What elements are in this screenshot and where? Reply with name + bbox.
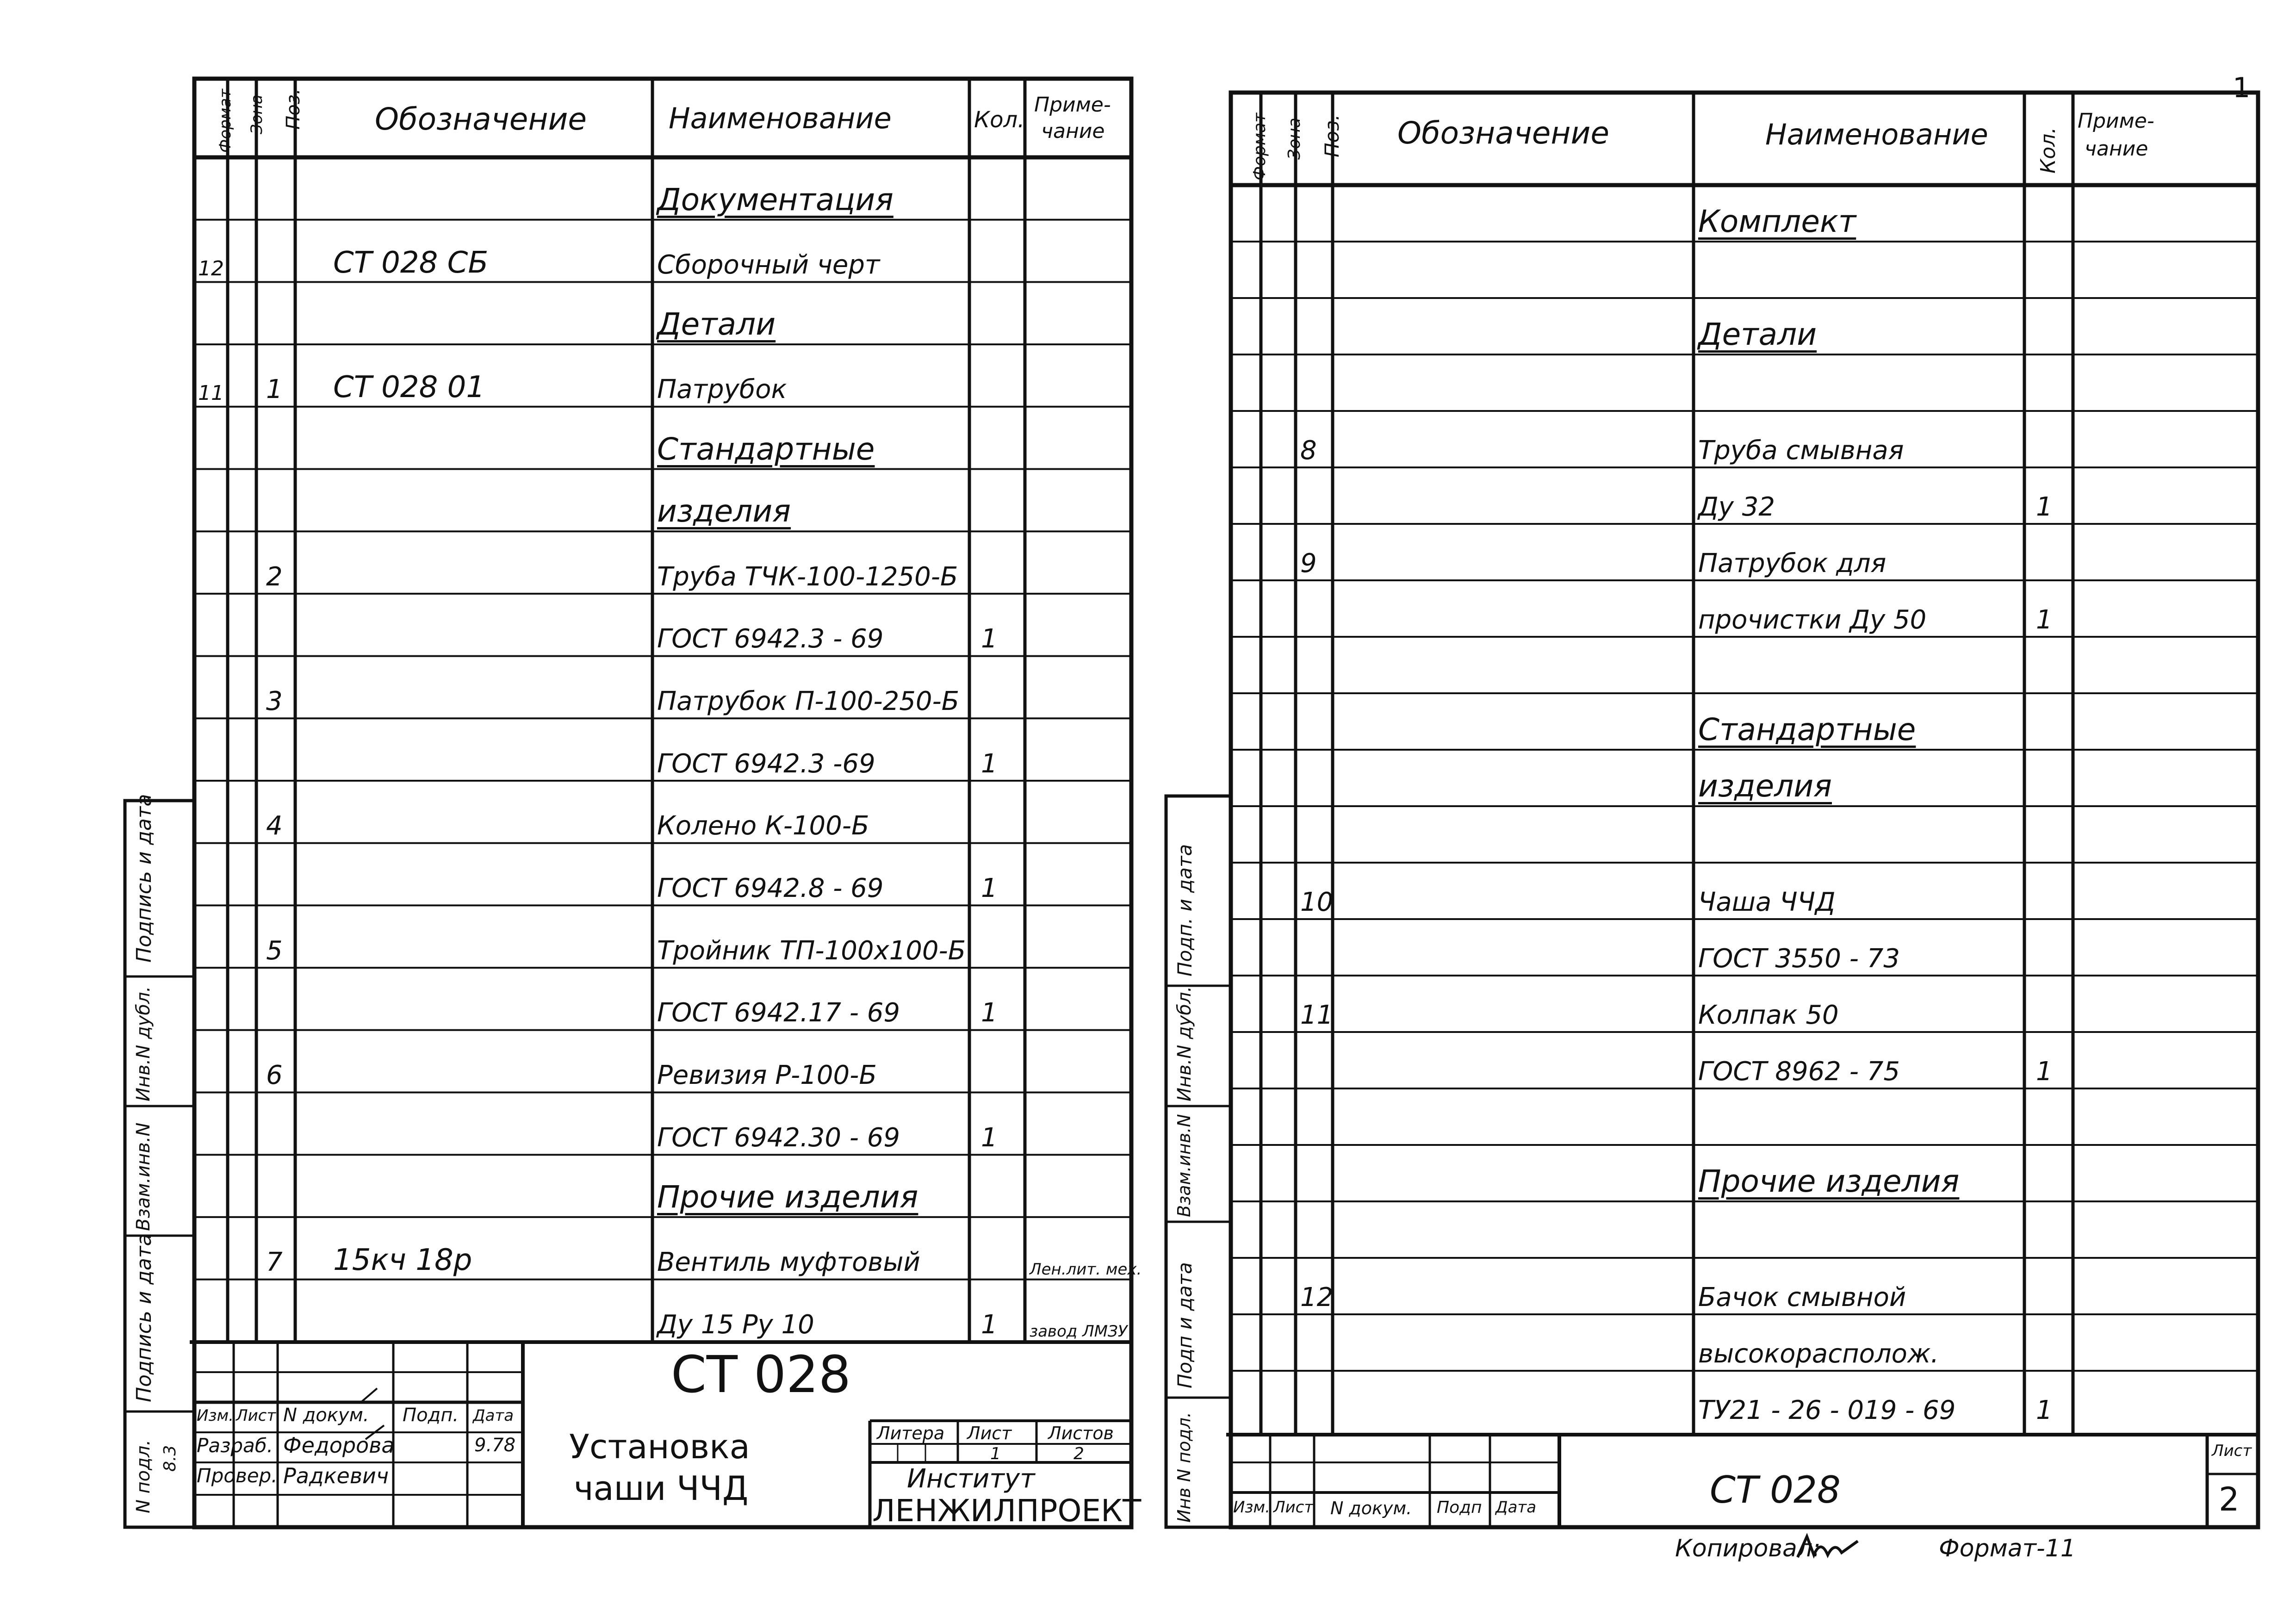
row-name: ГОСТ 6942.8 - 69	[657, 873, 884, 903]
section-heading: Комплект	[1698, 204, 1856, 240]
side-label-1: Подпись и дата	[132, 794, 156, 963]
sheets-label: Листов	[1048, 1423, 1114, 1443]
col-izm: Изм.	[1233, 1498, 1270, 1517]
header-pos: Поз.	[1321, 114, 1343, 157]
sheets-total: 2	[1074, 1444, 1084, 1463]
row-position: 4	[266, 811, 283, 841]
row-name: Ду 15 Ру 10	[657, 1309, 814, 1340]
sheet-label: Лист	[2212, 1442, 2252, 1460]
side-label-3: Взам.инв.N	[1174, 1114, 1194, 1217]
right-sheet-grid	[1148, 0, 2296, 1623]
header-qty: Кол.	[974, 107, 1025, 133]
right-doc-code: СТ 028	[1710, 1468, 1841, 1511]
row-position: 1	[266, 374, 283, 405]
col-list: Лист	[1273, 1498, 1314, 1517]
row-designation: СТ 028 СБ	[333, 245, 489, 280]
row-designation: 15кч 18р	[333, 1243, 472, 1277]
header-designation: Обозначение	[1397, 115, 1609, 151]
side-label-5: N подл.	[133, 1439, 154, 1513]
row-name: Колено К-100-Б	[657, 811, 869, 841]
header-name: Наименование	[669, 101, 892, 135]
row-name: Труба ТЧК-100-1250-Б	[657, 561, 958, 592]
institute-label: Институт	[907, 1464, 1035, 1494]
row-name: ГОСТ 6942.17 - 69	[657, 998, 900, 1028]
row-position: 8	[1300, 435, 1317, 466]
header-name: Наименование	[1765, 118, 1988, 151]
header-format: Формат	[1250, 112, 1269, 180]
row-name: Труба смывная	[1698, 435, 1904, 466]
row-quantity: 1	[981, 1309, 998, 1340]
section-heading: Стандартные	[1698, 712, 1916, 748]
row-position: 3	[266, 686, 283, 716]
row-name: Ревизия Р-100-Б	[657, 1060, 877, 1091]
side-label-2: Инв.N дубл.	[1174, 986, 1195, 1101]
row-position: 6	[266, 1060, 283, 1091]
side-label-3: Взам.инв.N	[133, 1122, 154, 1231]
header-note-2: чание	[1041, 119, 1105, 143]
row-name: прочистки Ду 50	[1698, 604, 1927, 635]
section-heading: Детали	[657, 306, 776, 342]
col-list: Лист	[236, 1406, 276, 1425]
row-designation: СТ 028 01	[333, 370, 485, 405]
section-heading: Прочие изделия	[1698, 1163, 1960, 1200]
row-name: Патрубок П-100-250-Б	[657, 686, 960, 716]
row-name: Колпак 50	[1698, 1000, 1839, 1030]
row-position: 5	[266, 935, 283, 966]
side-label-4: Подпись и дата	[132, 1233, 156, 1402]
row-name: Патрубок для	[1698, 548, 1886, 578]
row-format: 12	[198, 256, 224, 280]
row-position: 2	[266, 561, 283, 592]
row-name: ГОСТ 8962 - 75	[1698, 1056, 1900, 1087]
row-position: 11	[1300, 1000, 1334, 1030]
row-position: 9	[1300, 548, 1317, 578]
row-name: ГОСТ 6942.30 - 69	[657, 1122, 900, 1153]
header-note-2: чание	[2085, 137, 2148, 161]
col-ndoc: N докум.	[283, 1405, 369, 1426]
section-heading: изделия	[1698, 768, 1832, 804]
col-data: Дата	[1496, 1498, 1537, 1517]
row-quantity: 1	[2036, 604, 2053, 635]
header-zone: Зона	[248, 94, 266, 134]
side-stamp: 8.3	[161, 1445, 180, 1472]
copier-signature	[1795, 1532, 1860, 1564]
row-name: ГОСТ 3550 - 73	[1698, 943, 1900, 974]
row-position: 7	[266, 1247, 283, 1278]
row1-role: Разраб.	[197, 1434, 273, 1457]
row-position: 12	[1300, 1282, 1334, 1312]
row-quantity: 1	[981, 748, 998, 779]
header-pos: Поз.	[283, 88, 304, 130]
header-qty: Кол.	[2036, 127, 2060, 174]
header-zone: Зона	[1285, 118, 1304, 160]
row-name: ГОСТ 6942.3 -69	[657, 748, 875, 779]
title-line2: чаши ЧЧД	[574, 1469, 749, 1508]
header-note-1: Приме-	[2078, 109, 2154, 133]
sheet-no: 1	[990, 1444, 1001, 1463]
row-name: Патрубок	[657, 374, 787, 405]
col-podp: Подп	[1437, 1498, 1482, 1517]
row-name: Ду 32	[1698, 491, 1775, 522]
row-name: Бачок смывной	[1698, 1282, 1906, 1312]
row-format: 11	[198, 381, 224, 405]
row-note: завод ЛМЗУ	[1030, 1322, 1128, 1341]
row-name: Тройник ТП-100х100-Б	[657, 935, 966, 966]
footer-format: Формат-11	[1939, 1535, 2076, 1562]
row-quantity: 1	[981, 873, 998, 903]
side-label-5: Инв N подл.	[1174, 1412, 1194, 1523]
institute-name: ЛЕНЖИЛПРОЕКТ	[872, 1493, 1142, 1529]
row1-name: Федорова	[283, 1433, 395, 1458]
row-position: 10	[1300, 887, 1334, 917]
side-label-4: Подп и дата	[1173, 1262, 1196, 1388]
row2-role: Провер.	[197, 1464, 278, 1487]
row-quantity: 1	[981, 1122, 998, 1153]
section-heading: изделия	[657, 493, 791, 529]
footer-copied: Копировал:	[1675, 1535, 1821, 1562]
corner-mark: 1	[2233, 72, 2251, 104]
col-data: Дата	[473, 1406, 514, 1425]
col-ndoc: N докум.	[1330, 1498, 1412, 1518]
row-name: ТУ21 - 26 - 019 - 69	[1698, 1395, 1956, 1425]
section-heading: Стандартные	[657, 431, 875, 467]
row1-date: 9.78	[474, 1435, 516, 1456]
side-label-1: Подп. и дата	[1173, 844, 1196, 976]
row-name: Сборочный черт	[657, 250, 880, 280]
row-name: высокорасполож.	[1698, 1338, 1939, 1369]
sheet-label: Лист	[967, 1423, 1012, 1443]
section-heading: Документация	[657, 181, 894, 218]
row2-name: Радкевич	[283, 1463, 389, 1488]
row-quantity: 1	[981, 624, 998, 654]
row-quantity: 1	[2036, 1056, 2053, 1087]
title-line1: Установка	[569, 1427, 750, 1466]
right-specification-sheet	[1148, 0, 2296, 1623]
header-designation: Обозначение	[375, 101, 587, 137]
row-name: ГОСТ 6942.3 - 69	[657, 624, 884, 654]
col-izm: Изм.	[197, 1406, 234, 1425]
row-name: Вентиль муфтовый	[657, 1247, 920, 1278]
col-podp: Подп.	[403, 1405, 459, 1426]
left-doc-code: СТ 028	[671, 1345, 851, 1404]
side-label-2: Инв.N дубл.	[133, 986, 154, 1101]
section-heading: Прочие изделия	[657, 1179, 918, 1215]
row-quantity: 1	[2036, 1395, 2053, 1425]
section-heading: Детали	[1698, 317, 1817, 353]
header-note-1: Приме-	[1034, 93, 1111, 117]
litera-label: Литера	[877, 1423, 945, 1443]
row-quantity: 1	[981, 998, 998, 1028]
row-name: Чаша ЧЧД	[1698, 887, 1836, 917]
row-quantity: 1	[2036, 491, 2053, 522]
row-note: Лен.лит. мех.	[1030, 1260, 1142, 1279]
header-format: Формат	[216, 89, 235, 153]
sheet-no: 2	[2219, 1480, 2240, 1518]
